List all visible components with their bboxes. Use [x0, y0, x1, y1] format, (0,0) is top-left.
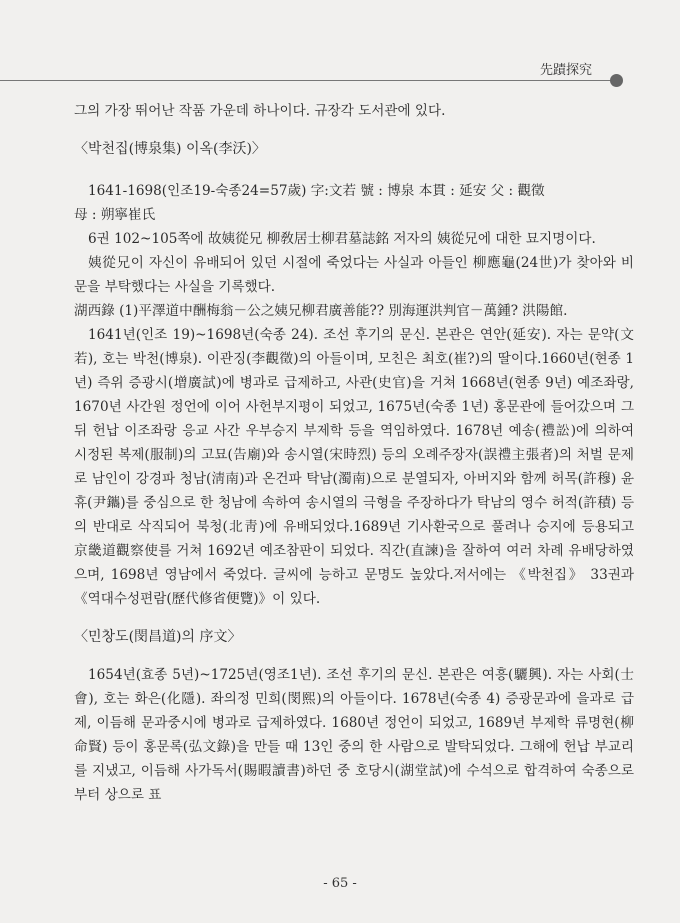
- epitaph-description: 姨從兄이 자신이 유배되어 있던 시절에 죽었다는 사실과 아들인 柳應龜(24世)가 찾아와 비문을 부탁했다는 사실을 기록했다.: [74, 255, 634, 295]
- biography-yi-ok: 1641년(인조 19)~1698년(숙종 24). 조선 후기의 문신. 본관은 연안(延安). 자는 문약(文若), 호는 박천(博泉). 이관징(李觀徵)의 아들이며, 모친은 최호(崔?)의 딸이다.1660년(현종 1년) 즉위 증광시(增廣試)에 병과로 급제하고, 사관(史官)을 거쳐 1668년(현종 9년) 예조좌랑, 1670년 사간원 정언에 이어 사헌부지평이 되었고, 1675년(숙종 1년) 홍문관에 들어갔으며 그 뒤 헌납 이조좌랑 응교 사간 우부승지 부제학 등을 역임하였다. 1678년 예송(禮訟)에 의하여 시정된 복제(服制)의 고묘(告廟)와 송시열(宋時烈) 등의 오례주장자(誤禮主張者)의 처벌 문제로 남인이 강경파 청남(淸南)과 온건파 탁남(濁南)으로 분열되자, 아버지와 함께 허목(許穆) 윤휴(尹鑴)를 중심으로 한 청남에 속하여 송시열의 극형을 주장하다가 탁남의 영수 허적(許積) 등의 반대로 삭직되어 북청(北靑)에 유배되었다.1689년 기사환국으로 풀려나 승지에 등용되고 京畿道觀察使를 거쳐 1692년 예조참판이 되었다. 직간(直諫)을 잘하여 여러 차례 유배당하였으며, 1698년 영남에서 죽었다. 글씨에 능하고 문명도 높았다.저서에는 《박천집》 33권과 《역대수성편람(歷代修省便覽)》이 있다.: [74, 327, 634, 607]
- page-body: [74, 99, 634, 807]
- intro-paragraph: 그의 가장 뛰어난 작품 가운데 하나이다. 규장각 도서관에 있다.: [74, 103, 446, 119]
- section-title-bakcheonjip: 〈박천집(博泉集) 이옥(李沃)〉: [74, 141, 266, 157]
- section-title-min-changdo: 〈민창도(閔昌道)의 序文〉: [74, 629, 242, 645]
- author-info-line: 1641-1698(인조19-숙종24=57歲) 字:文若 號 : 博泉 本貫 : 延安 父 : 觀徵: [88, 183, 545, 199]
- epitaph-note: 6권 102~105쪽에 故姨從兄 柳敎居士柳君墓誌銘 저자의 姨從兄에 대한 묘지명이다.: [88, 231, 596, 247]
- header-dot-ornament: [610, 74, 623, 87]
- hoseorok-line: 湖西錄 (1)平澤道中酬梅翁－公之姨兄柳君廣善能?? 別海運洪判官－萬鍾? 洪陽館.: [74, 303, 568, 319]
- author-info-line-2: 母 : 朔寧崔氏: [74, 207, 156, 223]
- header-rule: [0, 80, 612, 81]
- page-number: - 65 -: [323, 876, 357, 891]
- running-header: 先蹟探究: [540, 63, 593, 78]
- biography-min-changdo: 1654년(효종 5년)~1725년(영조1년). 조선 후기의 문신. 본관은 여흥(驪興). 자는 사회(士會), 호는 화은(化隱). 좌의정 민희(閔熙)의 아들이다. 1678년(숙종 4) 증광문과에 을과로 급제, 이듬해 문과중시에 병과로 급제하였다. 1680년 정언이 되었고, 1689년 부제학 류명현(柳命賢) 등이 홍문록(弘文錄)을 만들 때 13인 중의 한 사람으로 발탁되었다. 그해에 헌납 부교리를 지냈고, 이듬해 사가독서(賜暇讀書)하던 중 호당시(湖堂試)에 수석으로 합격하여 숙종으로부터 상으로 표: [74, 667, 634, 803]
